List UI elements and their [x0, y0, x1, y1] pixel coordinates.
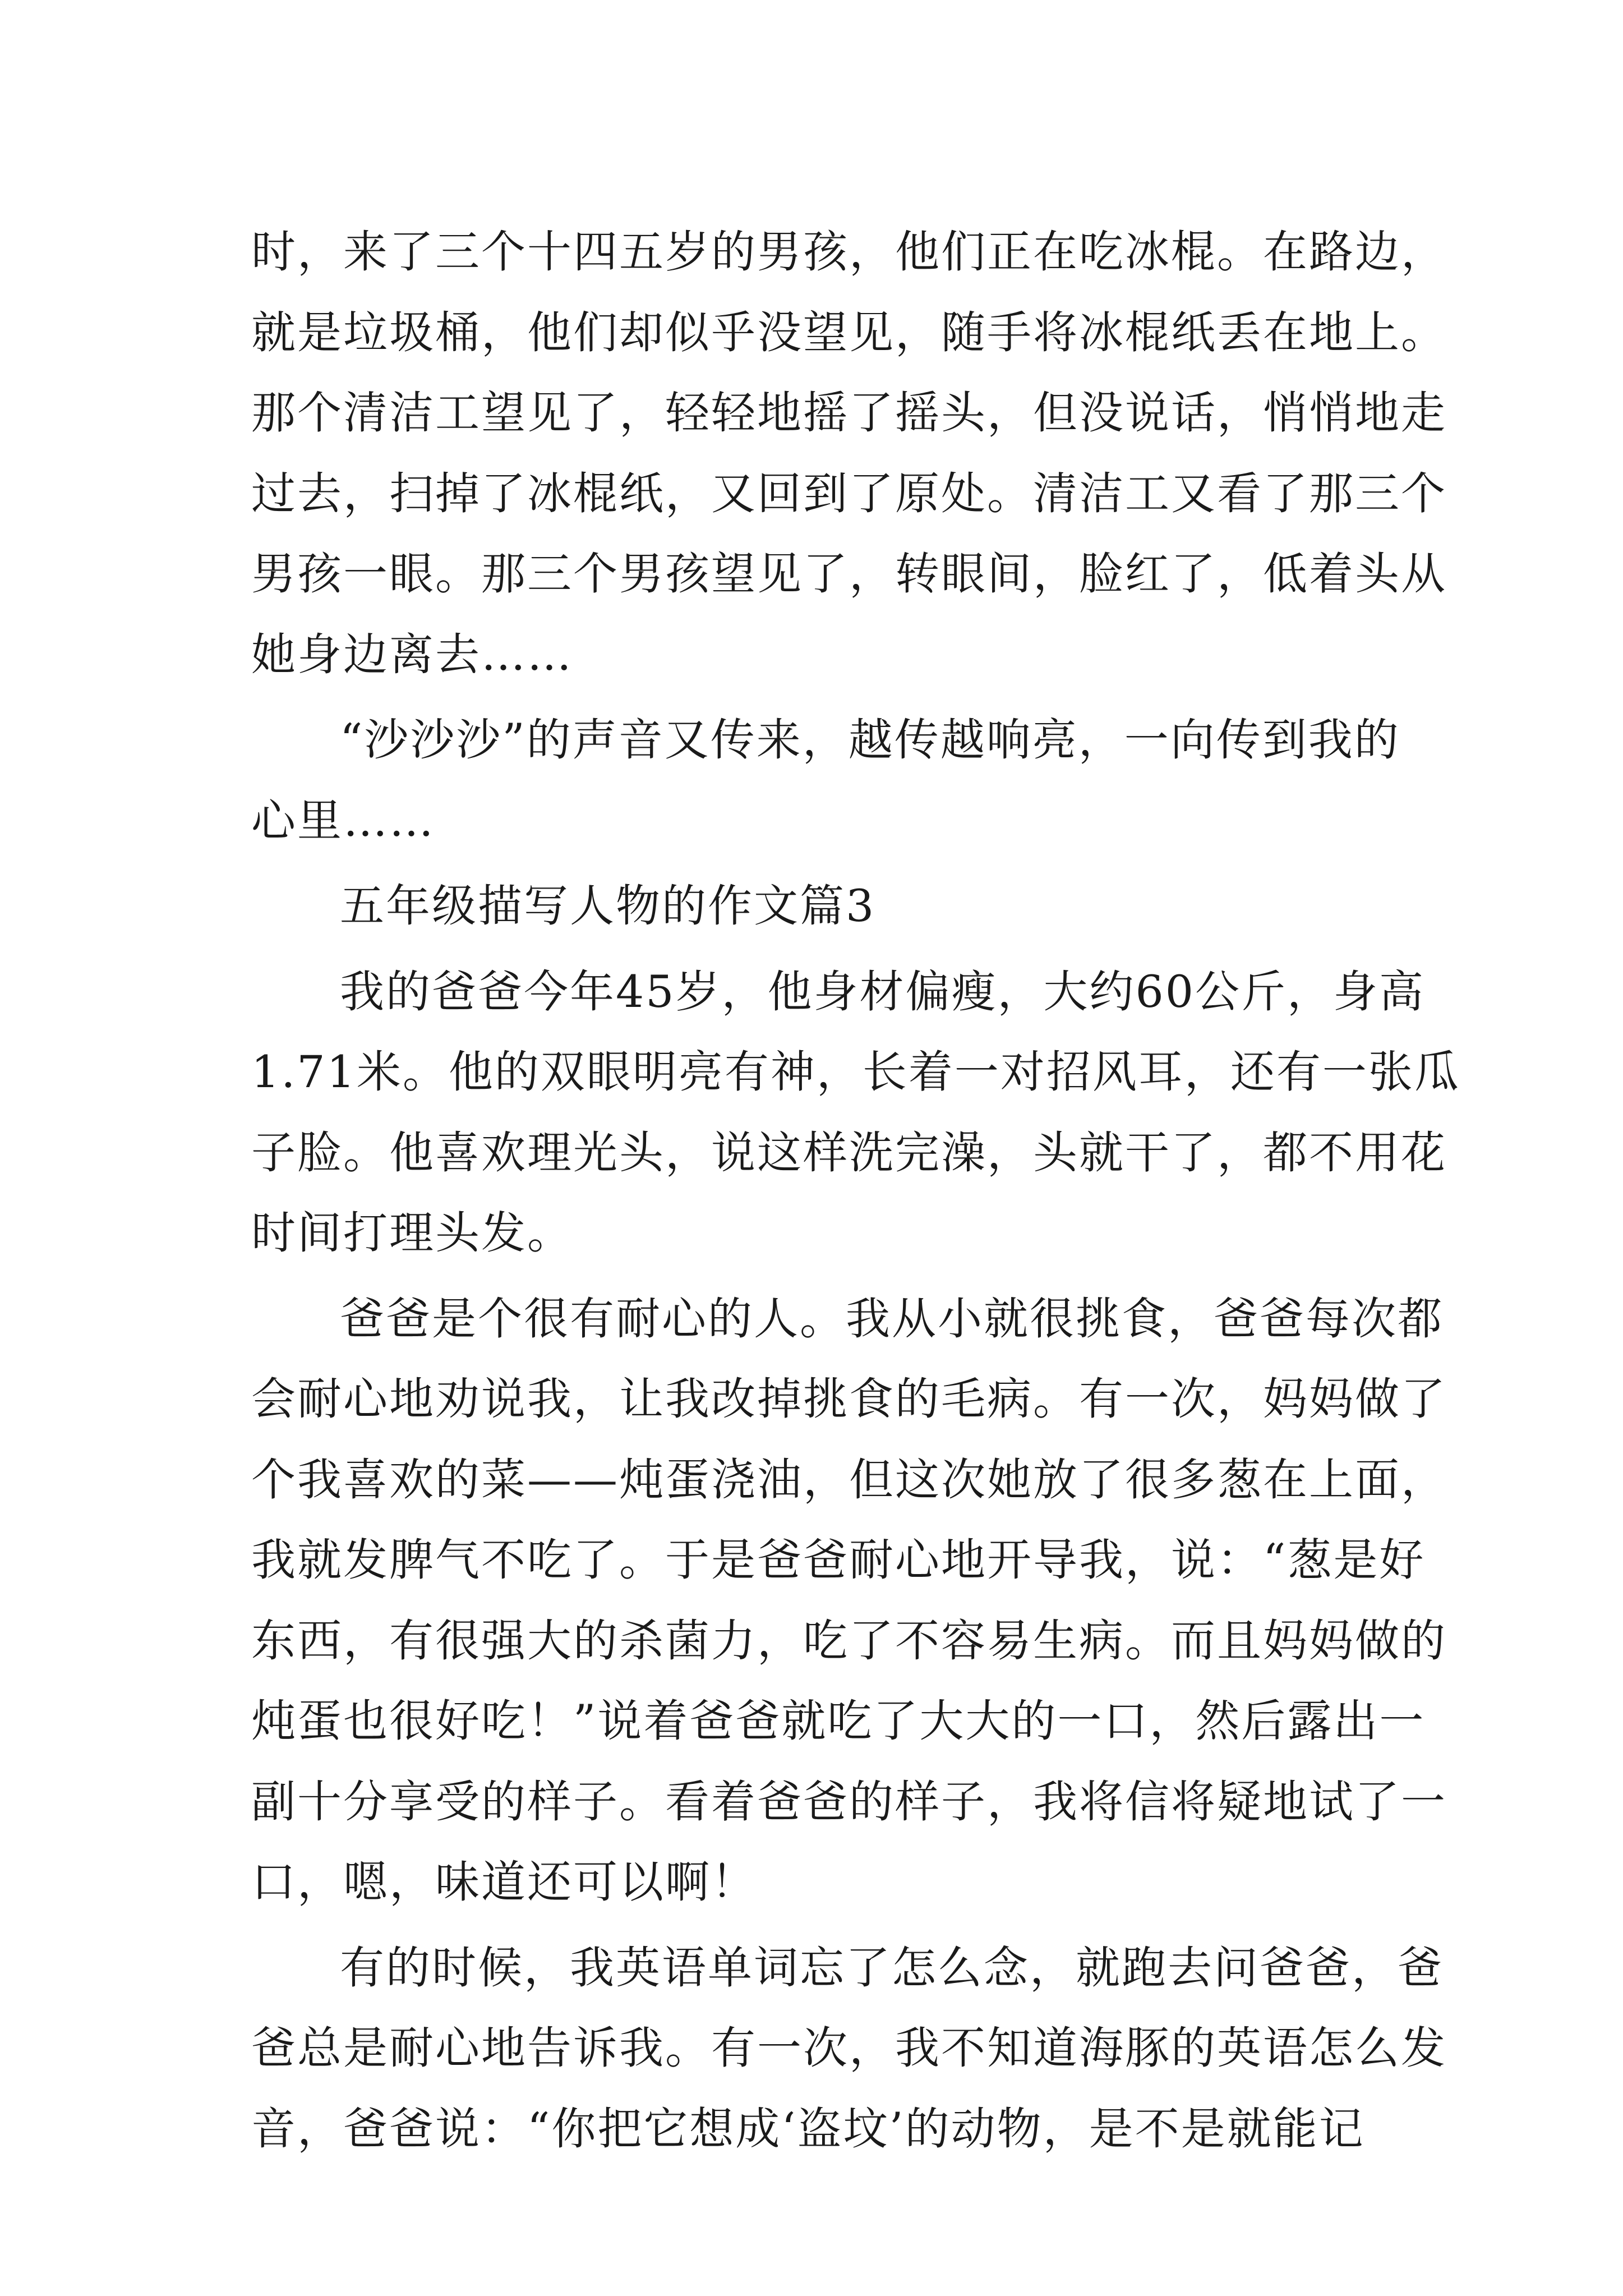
paragraph-start-line: 有的时候，我英语单词忘了怎么念，就跑去问爸爸，爸	[340, 1941, 1444, 1994]
text-line: 时间打理头发。	[251, 1207, 573, 1259]
text-line: 爸总是耐心地告诉我。有一次，我不知道海豚的英语怎么发	[251, 2022, 1447, 2074]
text-line: 音，爸爸说：“你把它想成‘盗坟’的动物，是不是就能记	[251, 2102, 1365, 2155]
text-line: 那个清洁工望见了，轻轻地摇了摇头，但没说话，悄悄地走	[251, 387, 1447, 439]
text-line: 我就发脾气不吃了。于是爸爸耐心地开导我，说：“葱是好	[251, 1534, 1426, 1586]
text-line: 炖蛋也很好吃！”说着爸爸就吃了大大的一口，然后露出一	[251, 1695, 1426, 1747]
section-heading: 五年级描写人物的作文篇3	[340, 880, 876, 932]
text-line: 会耐心地劝说我，让我改掉挑食的毛病。有一次，妈妈做了	[251, 1373, 1447, 1425]
text-line: 过去，扫掉了冰棍纸，又回到了原处。清洁工又看了那三个	[251, 467, 1447, 519]
text-line: 副十分享受的样子。看着爸爸的样子，我将信将疑地试了一	[251, 1775, 1447, 1828]
text-line: 就是垃圾桶，他们却似乎没望见，随手将冰棍纸丢在地上。	[251, 306, 1447, 358]
text-line: 时，来了三个十四五岁的男孩，他们正在吃冰棍。在路边，	[251, 226, 1447, 278]
text-line: 心里……	[251, 794, 435, 846]
essay-text	[251, 212, 1460, 2169]
text-line: 口，嗯，味道还可以啊！	[251, 1856, 757, 1908]
paragraph-start-line: “沙沙沙”的声音又传来，越传越响亮，一向传到我的	[340, 714, 1400, 766]
paragraph-start-line: 爸爸是个很有耐心的人。我从小就很挑食，爸爸每次都	[340, 1292, 1444, 1345]
text-line: 男孩一眼。那三个男孩望见了，转眼间，脸红了，低着头从	[251, 548, 1447, 600]
text-line: 东西，有很强大的杀菌力，吃了不容易生病。而且妈妈做的	[251, 1614, 1447, 1667]
text-line: 她身边离去……	[251, 628, 573, 680]
text-line: 个我喜欢的菜——炖蛋浇油，但这次她放了很多葱在上面，	[251, 1453, 1447, 1506]
paragraph-start-line: 我的爸爸今年45岁，他身材偏瘦，大约60公斤，身高	[340, 965, 1426, 1018]
text-line: 子脸。他喜欢理光头，说这样洗完澡，头就干了，都不用花	[251, 1126, 1447, 1179]
text-line: 1.71米。他的双眼明亮有神，长着一对招风耳，还有一张瓜	[251, 1046, 1460, 1098]
